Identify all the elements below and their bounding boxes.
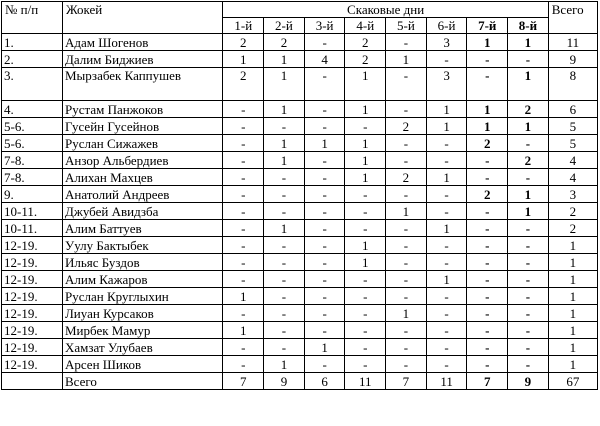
day-result-cell: -	[508, 271, 549, 288]
day-result-cell: -	[304, 305, 345, 322]
day-result-cell: -	[386, 356, 427, 373]
day-result-cell: 1	[386, 51, 427, 68]
table-row	[2, 254, 598, 271]
day-result-cell: -	[386, 322, 427, 339]
day-result-cell: 2	[467, 186, 508, 203]
day-result-cell: 2	[386, 118, 427, 135]
jockey-name-cell: Гусейн Гусейнов	[62, 118, 222, 135]
day-result-cell: -	[467, 220, 508, 237]
total-cell: 2	[548, 203, 597, 220]
day-result-cell: -	[304, 356, 345, 373]
day-result-cell: -	[223, 101, 264, 118]
day-result-cell: -	[386, 34, 427, 51]
day-result-cell: -	[264, 322, 305, 339]
total-cell: 4	[548, 152, 597, 169]
totals-day-cell: 7	[467, 373, 508, 390]
rank-cell: 12-19.	[2, 237, 63, 254]
table-row	[2, 322, 598, 339]
jockey-name-cell: Руслан Круглыхин	[62, 288, 222, 305]
day-result-cell: -	[508, 135, 549, 152]
day-result-cell: -	[345, 322, 386, 339]
day-result-cell: 1	[264, 356, 305, 373]
jockey-name-cell: Ильяс Буздов	[62, 254, 222, 271]
day-result-cell: -	[264, 203, 305, 220]
day-result-cell: -	[386, 135, 427, 152]
total-cell: 3	[548, 186, 597, 203]
jockey-standings-table	[1, 1, 598, 390]
rank-cell: 7-8.	[2, 152, 63, 169]
table-row	[2, 169, 598, 186]
day-result-cell: 1	[264, 68, 305, 101]
jockey-name-cell: Анатолий Андреев	[62, 186, 222, 203]
total-cell: 4	[548, 169, 597, 186]
column-header-day: 4-й	[345, 18, 386, 34]
jockey-name-cell: Арсен Шиков	[62, 356, 222, 373]
day-result-cell: -	[223, 254, 264, 271]
day-result-cell: 1	[467, 118, 508, 135]
day-result-cell: -	[345, 288, 386, 305]
total-cell: 1	[548, 305, 597, 322]
day-result-cell: 3	[426, 68, 467, 101]
jockey-name-cell: Алим Кажаров	[62, 271, 222, 288]
day-result-cell: -	[345, 118, 386, 135]
day-result-cell: -	[304, 203, 345, 220]
day-result-cell: -	[426, 288, 467, 305]
rank-cell: 10-11.	[2, 203, 63, 220]
day-result-cell: 3	[426, 34, 467, 51]
day-result-cell: -	[223, 203, 264, 220]
day-result-cell: -	[508, 305, 549, 322]
total-cell: 6	[548, 101, 597, 118]
rank-cell: 4.	[2, 101, 63, 118]
total-cell: 1	[548, 237, 597, 254]
day-result-cell: -	[508, 169, 549, 186]
day-result-cell: -	[304, 271, 345, 288]
rank-cell: 10-11.	[2, 220, 63, 237]
totals-day-cell: 7	[223, 373, 264, 390]
day-result-cell: -	[426, 254, 467, 271]
day-result-cell: 1	[426, 169, 467, 186]
total-cell: 5	[548, 135, 597, 152]
rank-cell: 12-19.	[2, 271, 63, 288]
rank-cell: 12-19.	[2, 339, 63, 356]
table-row	[2, 288, 598, 305]
totals-day-cell: 9	[508, 373, 549, 390]
day-result-cell: -	[386, 288, 427, 305]
day-result-cell: -	[467, 288, 508, 305]
day-result-cell: -	[345, 203, 386, 220]
day-result-cell: 2	[264, 34, 305, 51]
table-row	[2, 34, 598, 51]
day-result-cell: 1	[264, 51, 305, 68]
day-result-cell: -	[426, 339, 467, 356]
day-result-cell: -	[386, 152, 427, 169]
day-result-cell: -	[345, 305, 386, 322]
jockey-name-cell: Алим Баттуев	[62, 220, 222, 237]
day-result-cell: 1	[345, 254, 386, 271]
day-result-cell: 1	[345, 237, 386, 254]
jockey-name-cell: Анзор Альбердиев	[62, 152, 222, 169]
day-result-cell: -	[223, 271, 264, 288]
day-result-cell: 1	[508, 203, 549, 220]
jockey-name-cell: Хамзат Улубаев	[62, 339, 222, 356]
day-result-cell: -	[508, 339, 549, 356]
day-result-cell: 2	[223, 68, 264, 101]
day-result-cell: 1	[508, 118, 549, 135]
table-footer	[2, 373, 598, 390]
day-result-cell: 1	[264, 220, 305, 237]
day-result-cell: -	[508, 322, 549, 339]
day-result-cell: -	[467, 169, 508, 186]
day-result-cell: -	[467, 237, 508, 254]
day-result-cell: 1	[264, 101, 305, 118]
total-cell: 1	[548, 322, 597, 339]
day-result-cell: -	[223, 220, 264, 237]
day-result-cell: -	[345, 356, 386, 373]
rank-cell: 12-19.	[2, 288, 63, 305]
day-result-cell: 1	[426, 118, 467, 135]
day-result-cell: 1	[426, 220, 467, 237]
total-cell: 1	[548, 339, 597, 356]
day-result-cell: 1	[223, 51, 264, 68]
day-result-cell: 1	[304, 339, 345, 356]
day-result-cell: 1	[467, 34, 508, 51]
total-cell: 8	[548, 68, 597, 101]
totals-day-cell: 11	[426, 373, 467, 390]
total-cell: 1	[548, 288, 597, 305]
day-result-cell: 1	[304, 135, 345, 152]
jockey-name-cell: Далим Биджиев	[62, 51, 222, 68]
day-result-cell: -	[304, 152, 345, 169]
day-result-cell: -	[467, 339, 508, 356]
day-result-cell: -	[426, 305, 467, 322]
column-header-day: 7-й	[467, 18, 508, 34]
day-result-cell: -	[304, 118, 345, 135]
day-result-cell: -	[386, 237, 427, 254]
column-header-race-days: Скаковые дни	[223, 2, 548, 18]
day-result-cell: 1	[426, 271, 467, 288]
day-result-cell: -	[304, 322, 345, 339]
day-result-cell: -	[223, 135, 264, 152]
day-result-cell: 1	[345, 135, 386, 152]
day-result-cell: -	[223, 305, 264, 322]
day-result-cell: -	[264, 118, 305, 135]
day-result-cell: -	[467, 152, 508, 169]
rank-cell: 5-6.	[2, 118, 63, 135]
jockey-name-cell: Уулу Бактыбек	[62, 237, 222, 254]
day-result-cell: 2	[345, 34, 386, 51]
day-result-cell: -	[508, 237, 549, 254]
day-result-cell: -	[426, 51, 467, 68]
day-result-cell: 1	[467, 101, 508, 118]
day-result-cell: -	[264, 271, 305, 288]
rank-cell: 12-19.	[2, 356, 63, 373]
column-header-day: 1-й	[223, 18, 264, 34]
total-cell: 1	[548, 254, 597, 271]
jockey-name-cell: Руслан Сижажев	[62, 135, 222, 152]
day-result-cell: -	[264, 305, 305, 322]
column-header-day: 3-й	[304, 18, 345, 34]
day-result-cell: -	[386, 271, 427, 288]
totals-num-cell	[2, 373, 63, 390]
total-cell: 5	[548, 118, 597, 135]
day-result-cell: -	[386, 68, 427, 101]
day-result-cell: -	[508, 51, 549, 68]
table-row	[2, 203, 598, 220]
totals-label: Всего	[62, 373, 222, 390]
day-result-cell: -	[264, 339, 305, 356]
day-result-cell: -	[386, 339, 427, 356]
day-result-cell: -	[223, 339, 264, 356]
day-result-cell: -	[223, 169, 264, 186]
day-result-cell: -	[345, 186, 386, 203]
day-result-cell: -	[508, 356, 549, 373]
column-header-total: Всего	[548, 2, 597, 34]
day-result-cell: -	[386, 220, 427, 237]
rank-cell: 1.	[2, 34, 63, 51]
day-result-cell: -	[264, 237, 305, 254]
day-result-cell: -	[223, 118, 264, 135]
rank-cell: 3.	[2, 68, 63, 101]
column-header-day: 8-й	[508, 18, 549, 34]
jockey-name-cell: Мырзабек Каппушев	[62, 68, 222, 101]
day-result-cell: 2	[386, 169, 427, 186]
rank-cell: 12-19.	[2, 322, 63, 339]
day-result-cell: -	[345, 339, 386, 356]
totals-day-cell: 9	[264, 373, 305, 390]
day-result-cell: 1	[223, 322, 264, 339]
day-result-cell: -	[386, 101, 427, 118]
column-header-num: № п/п	[2, 2, 63, 34]
table-row	[2, 135, 598, 152]
day-result-cell: -	[264, 186, 305, 203]
day-result-cell: -	[223, 356, 264, 373]
rank-cell: 12-19.	[2, 254, 63, 271]
day-result-cell: -	[304, 254, 345, 271]
day-result-cell: -	[304, 68, 345, 101]
table-row	[2, 68, 598, 101]
day-result-cell: 1	[264, 152, 305, 169]
day-result-cell: -	[304, 186, 345, 203]
day-result-cell: -	[223, 186, 264, 203]
day-result-cell: -	[304, 169, 345, 186]
total-cell: 1	[548, 271, 597, 288]
table-row	[2, 339, 598, 356]
table-row	[2, 51, 598, 68]
day-result-cell: -	[386, 254, 427, 271]
day-result-cell: -	[304, 288, 345, 305]
day-result-cell: 1	[508, 186, 549, 203]
day-result-cell: 2	[508, 152, 549, 169]
day-result-cell: -	[304, 34, 345, 51]
day-result-cell: 2	[467, 135, 508, 152]
day-result-cell: -	[345, 220, 386, 237]
day-result-cell: -	[508, 254, 549, 271]
day-result-cell: -	[426, 237, 467, 254]
day-result-cell: 2	[223, 34, 264, 51]
table-body	[2, 34, 598, 373]
day-result-cell: 1	[386, 203, 427, 220]
total-cell: 2	[548, 220, 597, 237]
day-result-cell: -	[467, 271, 508, 288]
table-row	[2, 305, 598, 322]
grand-total-cell: 67	[548, 373, 597, 390]
jockey-name-cell: Джубей Авидзба	[62, 203, 222, 220]
day-result-cell: -	[467, 322, 508, 339]
day-result-cell: -	[304, 237, 345, 254]
totals-day-cell: 7	[386, 373, 427, 390]
day-result-cell: -	[264, 288, 305, 305]
table-row	[2, 356, 598, 373]
day-result-cell: -	[223, 152, 264, 169]
day-result-cell: 1	[508, 34, 549, 51]
totals-day-cell: 6	[304, 373, 345, 390]
column-header-jockey: Жокей	[62, 2, 222, 34]
day-result-cell: -	[426, 322, 467, 339]
table-row	[2, 152, 598, 169]
table-row	[2, 101, 598, 118]
column-header-day: 2-й	[264, 18, 305, 34]
day-result-cell: -	[426, 135, 467, 152]
day-result-cell: 1	[345, 169, 386, 186]
day-result-cell: 1	[345, 152, 386, 169]
day-result-cell: -	[467, 254, 508, 271]
rank-cell: 2.	[2, 51, 63, 68]
jockey-name-cell: Алихан Махцев	[62, 169, 222, 186]
day-result-cell: -	[345, 271, 386, 288]
day-result-cell: -	[467, 68, 508, 101]
day-result-cell: 2	[345, 51, 386, 68]
table-header	[2, 2, 598, 34]
day-result-cell: -	[426, 203, 467, 220]
day-result-cell: -	[426, 186, 467, 203]
day-result-cell: -	[264, 169, 305, 186]
day-result-cell: -	[508, 220, 549, 237]
jockey-name-cell: Мирбек Мамур	[62, 322, 222, 339]
day-result-cell: 1	[386, 305, 427, 322]
day-result-cell: 1	[426, 101, 467, 118]
day-result-cell: -	[223, 237, 264, 254]
table-row	[2, 271, 598, 288]
jockey-name-cell: Адам Шогенов	[62, 34, 222, 51]
jockey-name-cell: Рустам Панжоков	[62, 101, 222, 118]
rank-cell: 7-8.	[2, 169, 63, 186]
rank-cell: 5-6.	[2, 135, 63, 152]
total-cell: 9	[548, 51, 597, 68]
day-result-cell: 2	[508, 101, 549, 118]
day-result-cell: 4	[304, 51, 345, 68]
jockey-name-cell: Лиуан Курсаков	[62, 305, 222, 322]
day-result-cell: -	[467, 51, 508, 68]
table-row	[2, 186, 598, 203]
total-cell: 11	[548, 34, 597, 51]
day-result-cell: 1	[345, 101, 386, 118]
rank-cell: 9.	[2, 186, 63, 203]
day-result-cell: -	[467, 203, 508, 220]
day-result-cell: -	[304, 101, 345, 118]
day-result-cell: -	[304, 220, 345, 237]
table-row	[2, 220, 598, 237]
day-result-cell: -	[467, 305, 508, 322]
column-header-day: 5-й	[386, 18, 427, 34]
column-header-day: 6-й	[426, 18, 467, 34]
day-result-cell: -	[508, 288, 549, 305]
day-result-cell: 1	[264, 135, 305, 152]
day-result-cell: 1	[508, 68, 549, 101]
table-row	[2, 237, 598, 254]
day-result-cell: -	[264, 254, 305, 271]
table-row	[2, 118, 598, 135]
day-result-cell: 1	[223, 288, 264, 305]
day-result-cell: -	[426, 356, 467, 373]
total-cell: 1	[548, 356, 597, 373]
rank-cell: 12-19.	[2, 305, 63, 322]
totals-day-cell: 11	[345, 373, 386, 390]
day-result-cell: 1	[345, 68, 386, 101]
day-result-cell: -	[426, 152, 467, 169]
day-result-cell: -	[386, 186, 427, 203]
totals-row	[2, 373, 598, 390]
day-result-cell: -	[467, 356, 508, 373]
